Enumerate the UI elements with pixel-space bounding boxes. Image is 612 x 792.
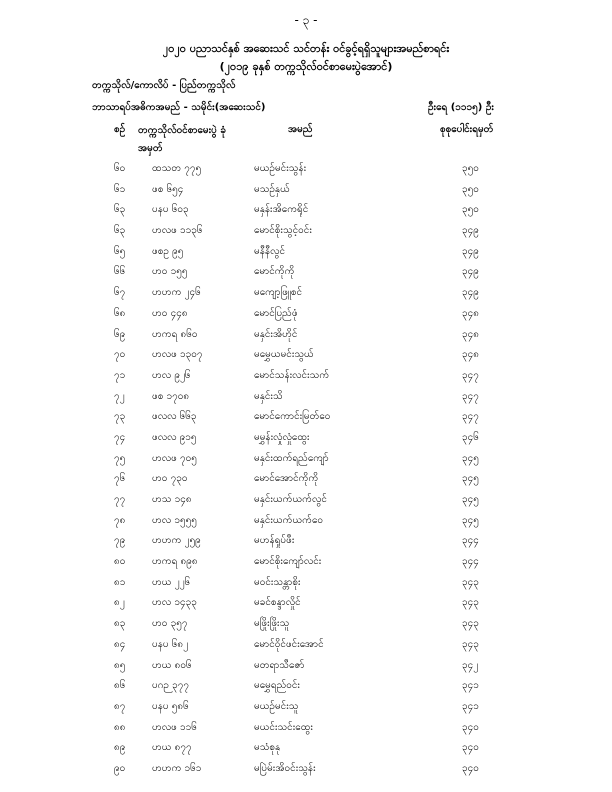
list-item (0, 241, 612, 262)
subject-label: ဘာသာရပ်အဓိကအမည် - သမိုင်း(အဆေးသင်) (92, 102, 266, 113)
row-score: ၃၄၈ (462, 307, 479, 319)
row-number: ၇၅ (114, 452, 126, 464)
row-name: မပြဲမ်းအိဝင်းသွန်း (254, 762, 316, 774)
row-score: ၃၄၅ (462, 452, 479, 464)
row-score: ၃၄၁ (462, 680, 479, 692)
row-name: မတရာသီဇော် (254, 659, 305, 671)
row-score: ၃၄၇ (462, 369, 479, 381)
row-exam-id: ပနပ ၅၈၆ (152, 700, 189, 712)
row-number: ၈၀ (114, 556, 126, 568)
row-score: ၃၄၈ (462, 328, 479, 340)
list-item (0, 717, 612, 738)
row-name: မကျော့ဖြူစင် (254, 287, 303, 299)
row-name: မဖြိုးဖြိုးသူ (254, 618, 290, 630)
row-score: ၃၄၃ (462, 638, 479, 650)
row-exam-id: ဟလဖ ၁၁၃၆ (152, 225, 203, 237)
row-name: မခင်စန္ဒာလှိုင် (254, 597, 301, 609)
row-score: ၃၄၇ (462, 411, 479, 423)
row-name: မောင်အောင်ကိုကို (254, 473, 319, 485)
row-number: ၈၅ (114, 659, 126, 671)
header-no: စဉ် (114, 124, 126, 135)
row-score: ၃၄၁ (462, 700, 479, 712)
list-item (0, 510, 612, 531)
row-name: မနှင်းယက်ယက်လွင် (254, 494, 327, 505)
row-score: ၃၄၅ (462, 514, 479, 526)
row-score: ၃၅၀ (462, 183, 479, 195)
row-number: ၈၃ (114, 618, 126, 630)
document-title: ၂၀၂၀ ပညာသင်နှစ် အဆေးသင် သင်တန်း ဝင်ခွင့်ရရှိသူများအမည်စာရင်း (162, 42, 450, 55)
row-number: ၆၅ (114, 245, 126, 257)
list-item (0, 303, 612, 324)
list-item (0, 551, 612, 572)
row-exam-id: ဟ၀ ၄၄၈ (152, 307, 188, 319)
row-score: ၃၅၀ (462, 163, 479, 174)
row-exam-id: ဟ၀ ၃၅၇ (152, 618, 188, 630)
row-exam-id: ဟယ ၈၇၇ (152, 742, 192, 754)
list-item (0, 261, 612, 282)
row-score: ၃၄၀ (462, 742, 479, 754)
list-item (0, 696, 612, 717)
row-exam-id: ဟယ ၂၂၆ (152, 576, 191, 588)
row-exam-id: ဟလ ၁၄၃၃ (152, 597, 197, 609)
row-exam-id: ဖစ ၁၇၀၈ (152, 390, 190, 402)
row-name: မနှင်းထက်ရည်ကျော် (254, 452, 329, 464)
row-name: မယင်းသင်းထွေး (254, 721, 313, 733)
row-number: ၇၉ (114, 535, 126, 547)
row-name: မောင်ကောင်းမြတ်ဝေ (254, 411, 331, 423)
row-exam-id: ဟ၀ ၇၃၀ (152, 473, 188, 485)
row-name: မနီနီလွင် (254, 245, 285, 257)
row-number: ၆၇ (114, 287, 126, 299)
row-score: ၃၄၄ (462, 556, 479, 568)
row-exam-id: ဟကရ ၈၆၀ (152, 328, 198, 340)
row-exam-id: ဟလဖ ၇၀၅ (152, 452, 197, 464)
list-item (0, 634, 612, 655)
row-name: မောင်ပြည်ဖုံ (254, 307, 298, 319)
row-name: မနှန်းအိကေရိုင် (254, 204, 309, 216)
list-item (0, 179, 612, 200)
row-number: ၆၆ (114, 266, 126, 278)
row-number: ၆၀ (114, 163, 126, 174)
row-exam-id: ဖလလ ၆၆၃ (152, 411, 197, 423)
row-name: မဟန်ရှုပ်ဖီး (254, 535, 295, 547)
list-item (0, 406, 612, 427)
row-number: ၇၆ (114, 473, 126, 485)
row-score: ၃၄၆ (462, 431, 479, 443)
row-number: ၈၇ (114, 700, 126, 712)
row-exam-id: ဟလ ၉၂၆ (152, 369, 191, 381)
list-item (0, 344, 612, 365)
row-exam-id: ဟဟက ၂၄၆ (152, 287, 201, 299)
list-item (0, 158, 612, 179)
list-item (0, 572, 612, 593)
row-name: မောင်ကိုကို (254, 266, 295, 278)
row-number: ၈၄ (114, 638, 126, 650)
row-name: မမွှန်းလှုံလှုံထွေး (254, 431, 310, 443)
header-name: အမည် (288, 124, 313, 135)
row-name: မသံစုနု (254, 742, 281, 754)
list-item (0, 489, 612, 510)
row-number: ၇၈ (114, 514, 126, 526)
row-score: ၃၄၅ (462, 473, 479, 485)
row-exam-id: ဟယ ၈၀၆ (152, 659, 192, 671)
row-name: မမွှေရည်ဝင်း (254, 680, 300, 692)
list-item (0, 758, 612, 779)
row-number: ၇၂ (114, 390, 125, 402)
header-exam-id: တက္ကသိုလ်ဝင်စာမေးပွဲ ခုံအမှတ် (138, 125, 226, 154)
row-name: မောင်သန်းလင်းသက် (254, 369, 330, 381)
row-name: မနှင်းအိဟိုင် (254, 328, 298, 340)
row-number: ၆၃ (114, 204, 126, 216)
row-number: ၈၁ (114, 576, 126, 588)
row-name: မယဉ်မင်းသူ (254, 700, 299, 712)
row-exam-id: ပနပ ၆၈၂ (152, 638, 189, 650)
list-item (0, 468, 612, 489)
row-name: မောင်ဝိုင်ဖင်းအောင် (254, 638, 324, 650)
row-name: မဝင်းသန္တာစိုး (254, 576, 301, 588)
row-number: ၇၇ (114, 494, 126, 505)
row-score: ၃၄၅ (462, 494, 479, 505)
row-score: ၃၄၇ (462, 390, 479, 402)
list-item (0, 675, 612, 696)
list-item (0, 530, 612, 551)
row-score: ၃၄၉ (462, 287, 479, 299)
row-score: ၃၄၂ (462, 659, 479, 671)
row-name: မောင်စိုးကျော်လင်း (254, 556, 322, 568)
page-number: - ၃ - (294, 13, 318, 27)
row-exam-id: ပဂဉ ၃၇၇ (152, 680, 190, 692)
row-score: ၃၄၈ (462, 349, 479, 361)
header-score: စုစုပေါင်းရမှတ် (440, 124, 494, 135)
row-number: ၆၁ (114, 183, 126, 195)
row-exam-id: ထသတ ၇၇၅ (152, 163, 202, 174)
row-number: ၈၈ (114, 721, 126, 733)
row-exam-id: ဟလဖ ၁၃၀၇ (152, 349, 203, 361)
total-count-label: ဦးရေ (၁၁၁၅) ဦး (428, 102, 494, 113)
row-name: မမွှေယမင်းသွယ် (254, 349, 314, 361)
row-number: ၈၆ (114, 680, 126, 692)
list-item (0, 592, 612, 613)
list-item (0, 655, 612, 676)
row-number: ၇၄ (114, 431, 126, 443)
row-score: ၃၄၉ (462, 245, 479, 257)
row-exam-id: ဟဟက ၁၆၁ (152, 762, 202, 774)
row-name: မောင်စိုးသွင့်ဝင်း (254, 225, 312, 237)
list-item (0, 199, 612, 220)
list-item (0, 737, 612, 758)
row-number: ၇၁ (114, 369, 126, 381)
list-item (0, 282, 612, 303)
list-item (0, 613, 612, 634)
row-number: ၈၉ (114, 742, 126, 754)
row-score: ၃၄၉ (462, 225, 479, 237)
row-name: မနှင်းယက်ယက်ဝေ (254, 514, 323, 526)
row-number: ၉၀ (114, 762, 126, 774)
document-subtitle: (၂၀၁၉ ခုနှစ် တက္ကသိုလ်ဝင်စာမေးပွဲအောင်) (219, 60, 393, 73)
row-exam-id: ပနပ ၆၀၃ (152, 204, 189, 216)
row-score: ၃၄၃ (462, 597, 479, 609)
university-label: တက္ကသိုလ်/ကောလိပ် - ပြည်တက္ကသိုလ် (92, 80, 236, 91)
row-number: ၇၀ (114, 349, 126, 361)
row-exam-id: ဟဟက ၂၅၉ (152, 535, 201, 547)
list-item (0, 427, 612, 448)
list-item (0, 448, 612, 469)
row-number: ၆၈ (114, 307, 126, 319)
row-exam-id: ဟလ ၁၅၅၅ (152, 514, 197, 526)
row-exam-id: ဟသ ၁၄၈ (152, 494, 192, 505)
row-exam-id: ဖစ ၆၅၄ (152, 183, 184, 195)
list-item (0, 324, 612, 345)
row-exam-id: ဖစဥ ၉၅ (152, 245, 184, 257)
row-score: ၃၅၀ (462, 204, 479, 216)
row-name: မသဉ်နှယ် (254, 183, 290, 195)
row-name: မယဉ်မင်းသွန်း (254, 163, 307, 174)
row-exam-id: ဟလဖ ၁၁၆ (152, 721, 197, 733)
row-score: ၃၄၃ (462, 576, 479, 588)
row-exam-id: ဖလလ ၉၁၅ (152, 431, 197, 443)
row-number: ၆၉ (114, 328, 126, 340)
row-number: ၈၂ (114, 597, 125, 609)
row-score: ၃၄၀ (462, 721, 479, 733)
row-number: ၆၃ (114, 225, 126, 237)
row-number: ၇၃ (114, 411, 126, 423)
results-list (0, 158, 612, 779)
row-score: ၃၄၀ (462, 762, 479, 774)
list-item (0, 386, 612, 407)
row-exam-id: ဟကရ ၈၉၈ (152, 556, 198, 568)
row-score: ၃၄၄ (462, 535, 479, 547)
row-score: ၃၄၉ (462, 266, 479, 278)
list-item (0, 365, 612, 386)
row-exam-id: ဟ၀ ၁၅၅ (152, 266, 188, 278)
row-name: မနှင်းသိ (254, 390, 283, 402)
row-score: ၃၄၃ (462, 618, 479, 630)
list-item (0, 220, 612, 241)
